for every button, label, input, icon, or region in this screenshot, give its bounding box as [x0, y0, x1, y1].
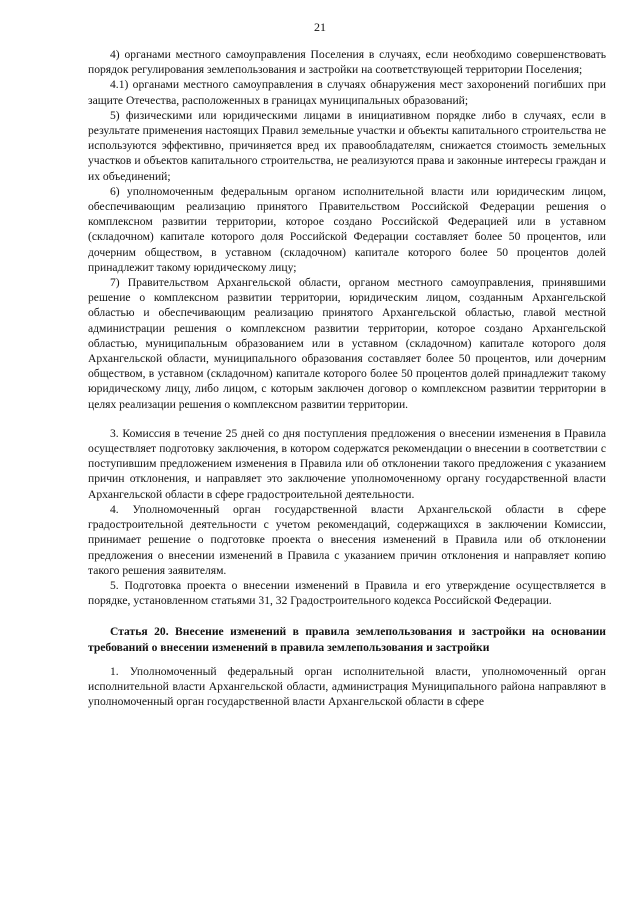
document-body: [88, 47, 606, 709]
paragraph-clause-4: 4. Уполномоченный орган государственной власти Архангельской области в сфере градостроительной деятельности с учетом рекомендаций, содержащихся в заключении Комиссии, принимает решение о подготовке проекта о внесения изменений в Правила или об отклонении предложения о внесении изменений в Правила с указанием причин отклонения и направляет копию такого решения заявителям.: [88, 502, 606, 577]
page-number: 21: [314, 20, 326, 34]
paragraph-clause-3: 3. Комиссия в течение 25 дней со дня поступления предложения о внесении изменения в Правила осуществляет подготовку заключения, в котором содержатся рекомендации о внесении в соответствии с поступившим предложением изменения в Правила или об отклонении такого предложения с указанием причин отклонения, и направляет это заключение уполномоченному органу государственной власти Архангельской области в сфере градостроительной деятельности.: [88, 426, 606, 501]
paragraph-item-7: 7) Правительством Архангельской области, органом местного самоуправления, принявшими решение о комплексном развитии территории, юридическим лицом, созданным Архангельской областью и обеспечивающим реализацию принятого Архангельской областью, главой местной администрации решения о комплексном развитии территории, которое создано Архангельской областью, муниципальным образованием или в уставном (складочном) капитале которого доля Архангельской области, муниципального образования составляет более 50 процентов, или дочерним обществом, в уставном (складочном) капитале которого более 50 процентов долей принадлежит такому юридическому лицу, либо лицом, с которым заключен договор о комплексном развитии территории в целях реализации решения о комплексном развитии территории.: [88, 276, 606, 411]
article-heading: Статья 20. Внесение изменений в правила землепользования и застройки на основании требований о внесении изменений в правила землепользования и застройки: [88, 625, 606, 654]
paragraph-item-4-1: 4.1) органами местного самоуправления в случаях обнаружения мест захоронений погибших при защите Отечества, расположенных в границах муниципальных образований;: [88, 78, 606, 107]
paragraph-item-5: 5) физическими или юридическими лицами в инициативном порядке либо в случаях, если в результате применения настоящих Правил земельные участки и объекты капитального строительства не используются эффективно, причиняется вред их правообладателям, снижается стоимость земельных участков и объектов капитального строительства, не реализуются права и законные интересы граждан и их объединений;: [88, 108, 606, 183]
paragraph-item-4: 4) органами местного самоуправления Поселения в случаях, если необходимо совершенствовать порядок регулирования землепользования и застройки на соответствующей территории Поселения;: [88, 48, 606, 77]
paragraph-item-6: 6) уполномоченным федеральным органом исполнительной власти или юридическим лицом, обеспечивающим реализацию принятого Правительством Российской Федерации решения о комплексном развитии территории, которое создано Российской Федерацией или в уставном (складочном) капитале которого доля Российской Федерации составляет более 50 процентов, или дочерним обществом, в уставном (складочном) капитале которого более 50 процентов долей принадлежит такому юридическому лицу;: [88, 184, 606, 274]
paragraph-article-20-clause-1: 1. Уполномоченный федеральный орган исполнительной власти, уполномоченный орган исполнительной власти Архангельской области, администрация Муниципального района направляют в уполномоченный орган государственной власти Архангельской области в сфере: [88, 664, 606, 709]
paragraph-clause-5: 5. Подготовка проекта о внесении изменений в Правила и его утверждение осуществляется в порядке, установленном статьями 31, 32 Градостроительного кодекса Российской Федерации.: [88, 578, 606, 608]
